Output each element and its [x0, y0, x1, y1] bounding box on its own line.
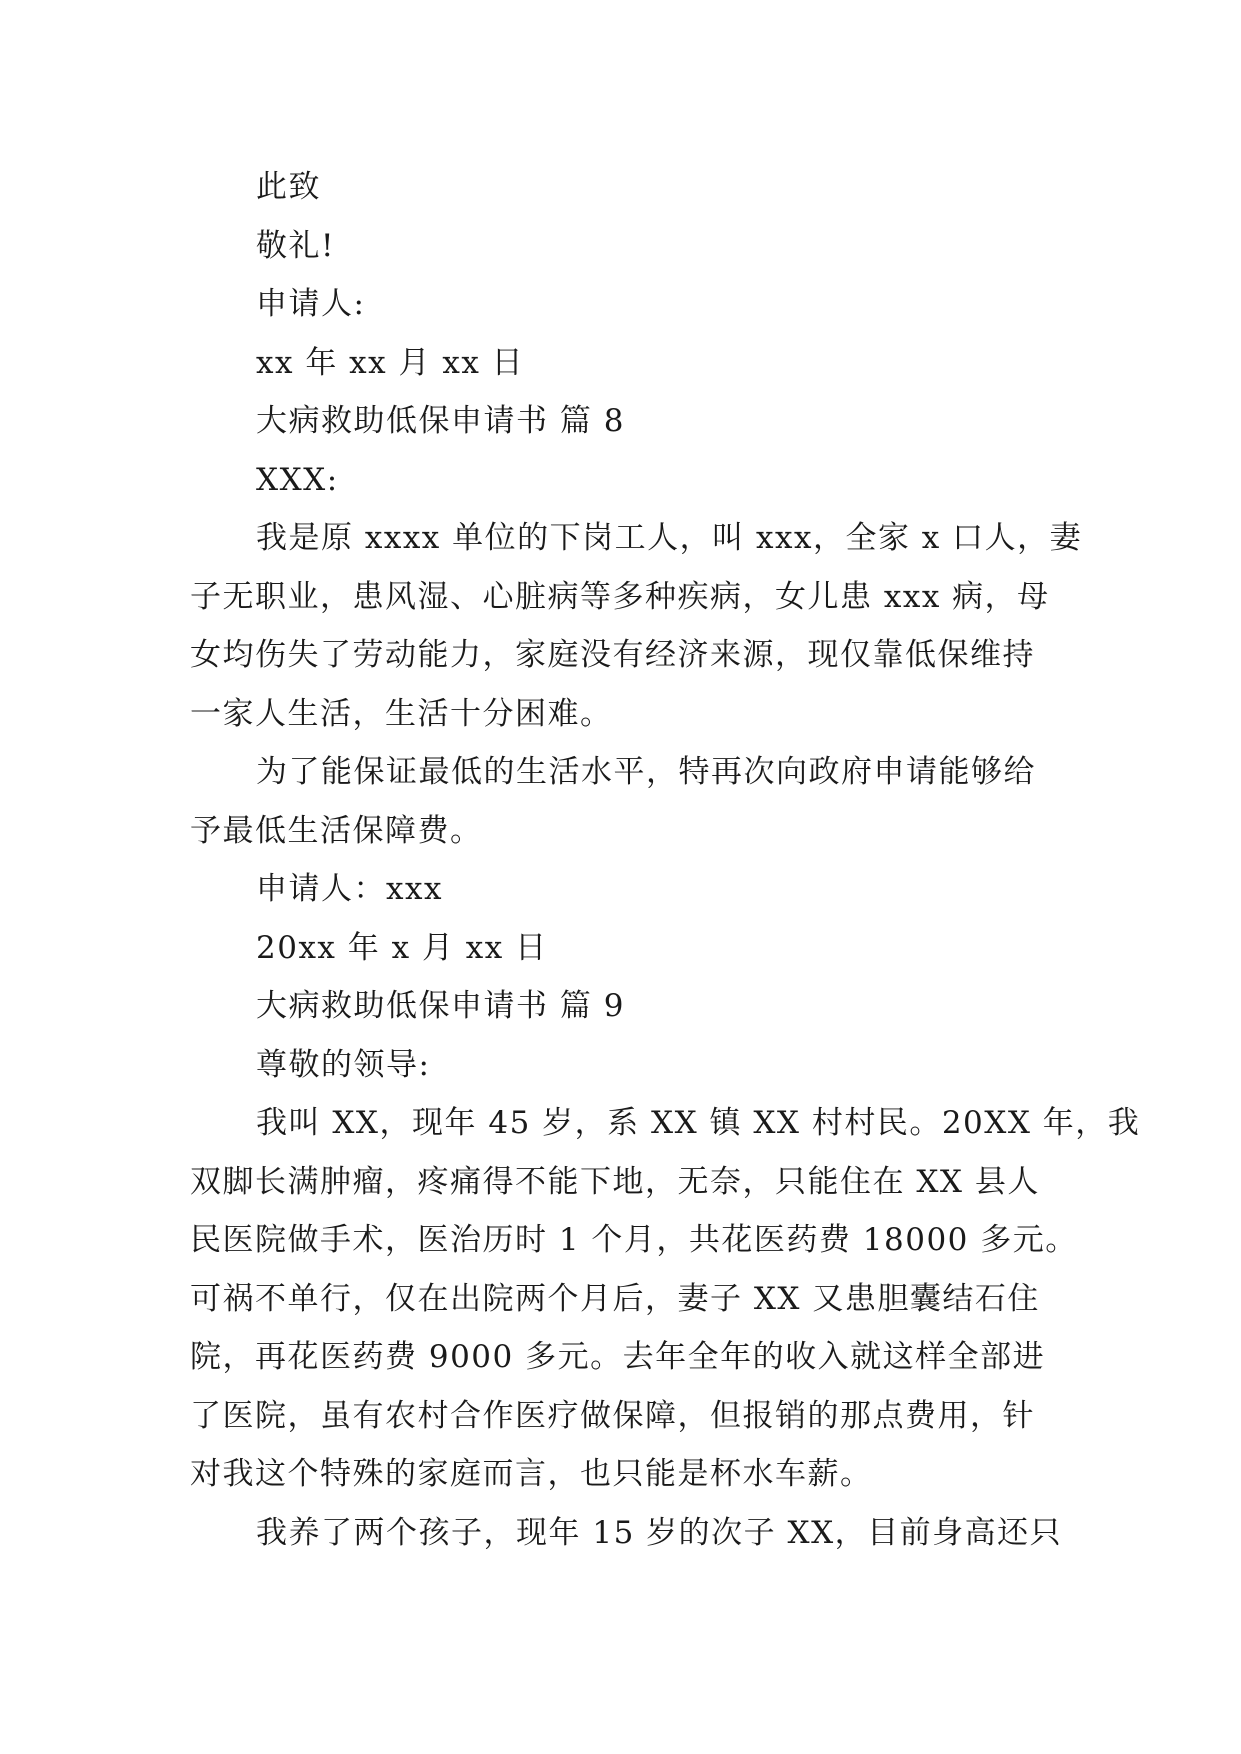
text-line: 我叫 XX，现年 45 岁，系 XX 镇 XX 村村民。20XX 年，我 [256, 1105, 1141, 1141]
text-line: 了医院，虽有农村合作医疗做保障，但报销的那点费用，针 [190, 1397, 1035, 1434]
text-line: 院，再花医药费 9000 多元。去年全年的收入就这样全部进 [190, 1339, 1046, 1375]
salutation: 尊敬的领导: [256, 1046, 431, 1083]
section-heading: 大病救助低保申请书 篇 8 [256, 403, 625, 439]
text-line: 此致 [256, 169, 321, 205]
text-line: 申请人: [256, 286, 366, 322]
text-line: 一家人生活，生活十分困难。 [190, 695, 613, 732]
text-line: 双脚长满肿瘤，疼痛得不能下地，无奈，只能住在 XX 县人 [190, 1163, 1040, 1200]
signature-line: 申请人：xxx [256, 871, 443, 907]
text-line: 女均伤失了劳动能力，家庭没有经济来源，现仅靠低保维持 [190, 637, 1035, 673]
text-line: 子无职业，患风湿、心脏病等多种疾病，女儿患 xxx 病，母 [190, 578, 1050, 615]
document-page [190, 158, 1141, 1562]
salutation: XXX: [256, 461, 339, 498]
text-line: 敬礼! [256, 227, 335, 264]
text-line: 可祸不单行，仅在出院两个月后，妻子 XX 又患胆囊结石住 [190, 1280, 1040, 1317]
text-line: 对我这个特殊的家庭而言，也只能是杯水车薪。 [190, 1456, 873, 1492]
section-heading: 大病救助低保申请书 篇 9 [256, 988, 625, 1024]
text-line: 予最低生活保障费。 [190, 812, 483, 849]
text-line: 为了能保证最低的生活水平，特再次向政府申请能够给 [256, 754, 1036, 790]
date-line: 20xx 年 x 月 xx 日 [256, 929, 548, 966]
text-line: 我养了两个孩子，现年 15 岁的次子 XX，目前身高还只 [256, 1514, 1063, 1551]
text-line: xx 年 xx 月 xx 日 [256, 344, 525, 381]
text-line: 民医院做手术，医治历时 1 个月，共花医药费 18000 多元。 [190, 1222, 1078, 1258]
text-line: 我是原 xxxx 单位的下岗工人，叫 xxx，全家 x 口人，妻 [256, 520, 1083, 556]
